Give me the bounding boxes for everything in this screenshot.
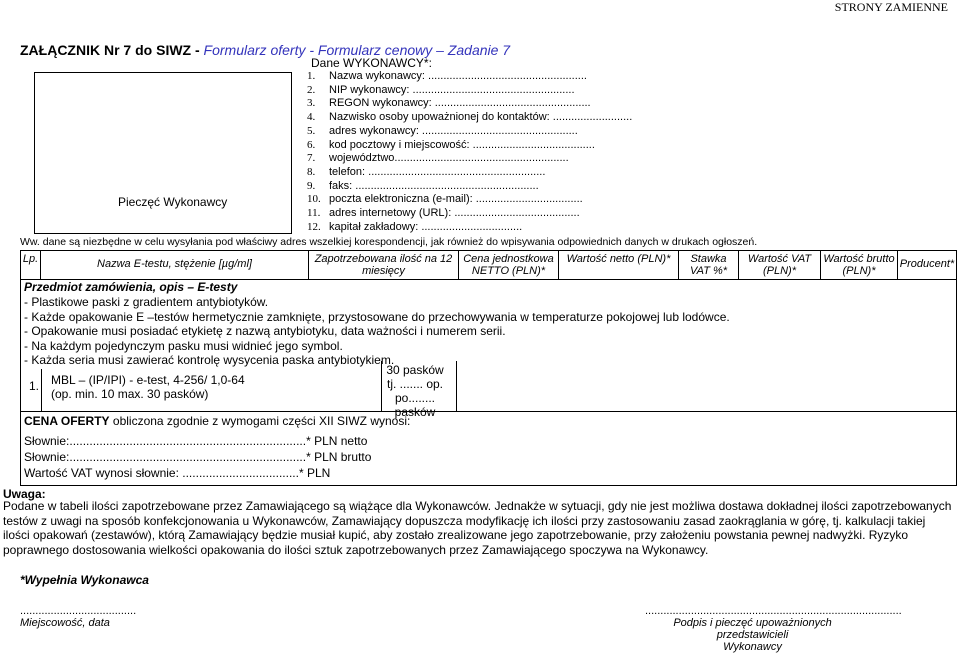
dane-row-text: telefon: .......................................................... xyxy=(329,165,546,178)
document-title xyxy=(20,42,510,58)
col-header-ilosc: Zapotrzebowana ilość na 12 miesięcy xyxy=(309,251,459,279)
item-name xyxy=(51,373,245,401)
table-footer-divider xyxy=(21,411,956,412)
dane-row-num: 7. xyxy=(307,152,316,165)
dane-row xyxy=(307,97,632,111)
dane-row-num: 8. xyxy=(307,165,316,178)
desc-line: - Każda seria musi zawierać kontrolę wysycenia paska antybiotykiem. xyxy=(24,353,395,367)
dane-row-num: 6. xyxy=(307,138,316,151)
dane-row xyxy=(307,152,632,166)
dane-row-num: 10. xyxy=(307,193,321,206)
dane-row-text: REGON wykonawcy: ................................................... xyxy=(329,97,591,110)
title-rest: Formularz oferty - Formularz cenowy – Zadanie 7 xyxy=(203,42,511,58)
dane-row-num: 4. xyxy=(307,111,316,124)
item-name-line: (op. min. 10 max. 30 pasków) xyxy=(51,387,209,401)
cena-oferty xyxy=(24,414,410,428)
col-header-nazwa: Nazwa E-testu, stężenie [µg/ml] xyxy=(41,251,309,279)
desc-line: - Plastikowe paski z gradientem antybiotyków. xyxy=(24,295,269,309)
price-table xyxy=(20,250,957,486)
note-text: Ww. dane są niezbędne w celu wysyłania pod właściwy adres wszelkiej korespondencji, jak również do wpisywania odpowiednich danych w drukach ogłoszeń. xyxy=(20,236,758,248)
col-header-wartosc-brutto: Wartość brutto (PLN)* xyxy=(821,251,898,279)
dane-row-text: adres internetowy (URL): ......................................... xyxy=(329,207,580,220)
col-header-lp: Lp. xyxy=(21,251,41,279)
item-name-line: MBL – (IP/IPI) - e-test, 4-256/ 1,0-64 xyxy=(51,373,245,387)
dane-row xyxy=(307,70,632,84)
dane-row xyxy=(307,180,632,194)
col-header-producent: Producent* xyxy=(899,258,955,270)
dane-row xyxy=(307,166,632,180)
dane-wykonawcy-title: Dane WYKONAWCY*: xyxy=(311,56,432,70)
title-prefix: ZAŁĄCZNIK Nr 7 do SIWZ - xyxy=(20,42,204,58)
item-qty-line: po........ pasków xyxy=(394,391,436,419)
dane-row-text: kapitał zakładowy: ................................. xyxy=(329,220,523,233)
dane-row xyxy=(307,139,632,153)
col-divider xyxy=(456,361,457,411)
dots-right: .................................................................................... xyxy=(645,605,902,617)
dane-row-text: faks: ............................................................ xyxy=(329,179,539,192)
przedmiot-description xyxy=(24,295,730,368)
dane-row-text: poczta elektroniczna (e-mail): ................................... xyxy=(329,193,583,206)
dane-row xyxy=(307,221,632,235)
dane-row-text: województwo......................................................... xyxy=(329,152,569,165)
signature-right xyxy=(645,605,902,653)
sum-netto: Słownie:.......................................................................* PLN netto xyxy=(24,434,368,448)
uwaga-text: Podane w tabeli ilości zapotrzebowane przez Zamawiającego są wiążące dla Wykonawców. Jednakże w sytuacji, gdy nie jest możliwa dostawa dokładnej ilości zapotrzebowanych testów z uwagi na sposób konfekcjonowania u Wykonawców, Zamawiający dopuszcza modyfikację ich ilości przy zastosowaniu zasad zaokrąglania w górę, tj. kalkulacji takiej ilości opakowań (zestawów), którą Zamawiający będzie musiał kupić, aby zostało zrealizowane jego zapotrzebowanie, przy założeniu powstania pewnej nadwyżki. Ryzyko poprawnego dostosowania wielkości opakowania do ilości sztuk zapotrzebowanych przez Zamawiającego spoczywa na Wykonawcy. xyxy=(3,499,952,557)
dane-row-num: 9. xyxy=(307,179,316,192)
col-header-wartosc-vat: Wartość VAT (PLN)* xyxy=(739,251,821,279)
dane-row-text: Nazwa wykonawcy: .................................................... xyxy=(329,70,587,82)
uwaga-title: Uwaga: xyxy=(3,487,46,501)
dane-row xyxy=(307,193,632,207)
stamp-box xyxy=(34,72,292,234)
dane-row xyxy=(307,111,632,125)
page-header-note: STRONY ZAMIENNE xyxy=(834,0,948,14)
dane-row xyxy=(307,125,632,139)
stamp-label: Pieczęć Wykonawcy xyxy=(118,195,228,209)
dane-row-num: 2. xyxy=(307,83,316,96)
col-header-cena: Cena jednostkowa NETTO (PLN)* xyxy=(459,251,559,279)
dane-row xyxy=(307,207,632,221)
dane-row-text: NIP wykonawcy: ..................................................... xyxy=(329,83,575,96)
signature-left xyxy=(20,605,136,629)
desc-line: - Na każdym pojedynczym pasku musi widnieć jego symbol. xyxy=(24,338,343,353)
cena-oferty-label: CENA OFERTY xyxy=(24,414,110,428)
miejscowosc-data-label: Miejscowość, data xyxy=(20,617,110,629)
przedmiot-title: Przedmiot zamówienia, opis – E-testy xyxy=(24,280,238,294)
dots-left: ...................................... xyxy=(20,605,137,617)
dane-wykonawcy-list xyxy=(307,70,632,234)
item-lp: 1. xyxy=(29,379,40,393)
dane-row-num: 3. xyxy=(307,97,316,110)
dane-row-text: adres wykonawcy: ................................................... xyxy=(329,124,578,137)
cena-oferty-text: obliczona zgodnie z wymogami części XII SIWZ wynosi: xyxy=(109,414,411,428)
col-header-wartosc-netto: Wartość netto (PLN)* xyxy=(559,251,679,279)
sum-vat: Wartość VAT wynosi słownie: ...................................* PLN xyxy=(24,466,331,480)
dane-row-num: 1. xyxy=(307,70,316,82)
col-divider xyxy=(381,361,382,411)
podpis-label: Podpis i pieczęć upoważnionych przedstawicieli xyxy=(673,617,832,641)
dane-row-num: 5. xyxy=(307,124,316,137)
podpis-label-2: Wykonawcy xyxy=(723,641,782,653)
wypelnia-wykonawca: *Wypełnia Wykonawca xyxy=(20,573,149,587)
col-header-stawka: Stawka VAT %* xyxy=(679,251,739,279)
sum-lines xyxy=(24,433,371,481)
item-qty-line: tj. ....... op. xyxy=(386,377,444,391)
desc-line: - Każde opakowanie E –testów hermetycznie zamknięte, przystosowane do przechowywania w temperaturze pokojowej lub lodówce. xyxy=(24,309,730,324)
item-qty-line: 30 pasków xyxy=(386,363,444,377)
dane-row-text: kod pocztowy i miejscowość: ........................................ xyxy=(329,138,595,151)
sum-brutto: Słownie:.......................................................................* PLN brutto xyxy=(24,450,372,464)
dane-row-num: 12. xyxy=(307,220,321,233)
col-divider xyxy=(41,369,42,411)
desc-line: - Opakowanie musi posiadać etykietę z nazwą antybiotyku, data ważności i numerem serii. xyxy=(24,324,506,338)
dane-row xyxy=(307,84,632,98)
dane-row-num: 11. xyxy=(307,207,321,220)
dane-row-text: Nazwisko osoby upoważnionej do kontaktów: .......................... xyxy=(329,111,633,124)
